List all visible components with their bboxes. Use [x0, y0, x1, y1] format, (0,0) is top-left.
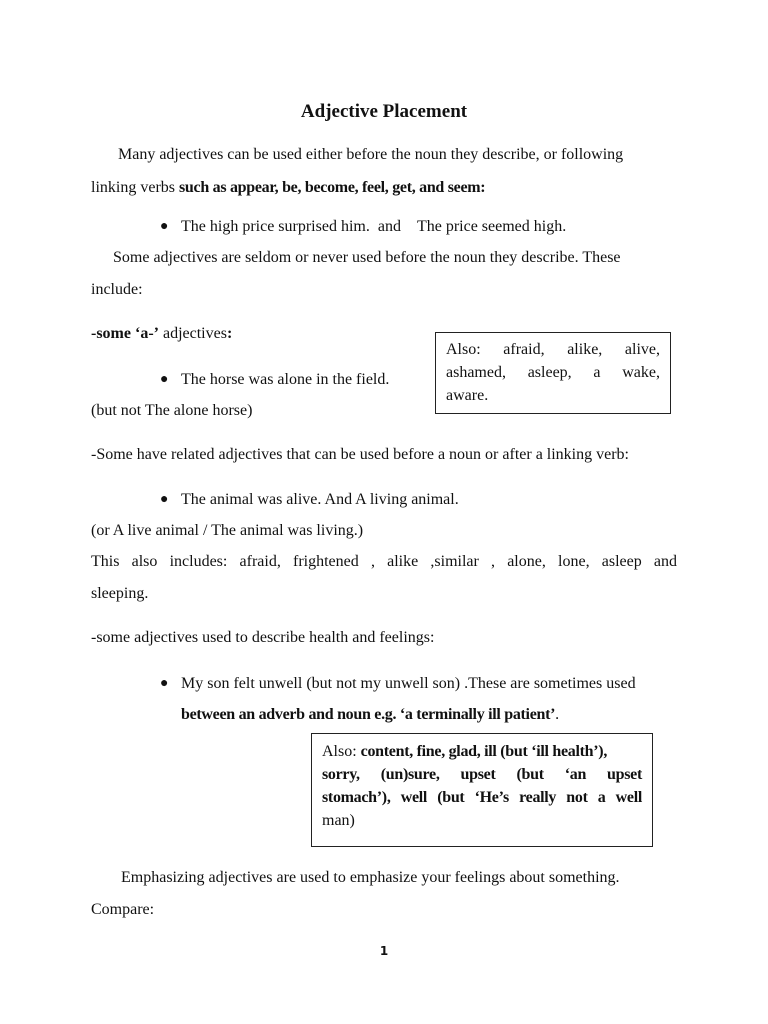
emphasizing-line-2: Compare:	[91, 901, 155, 918]
also-box-health-line-2: sorry, (un)sure, upset (but ‘an upset	[322, 766, 642, 783]
also-box-health-line-3: stomach’), well (but ‘He’s really not a well	[322, 789, 642, 806]
linking-verbs-list: such as appear, be, become, feel, get, and seem:	[179, 179, 486, 196]
intro-line-2	[91, 178, 485, 198]
related-includes-line-1: This also includes: afraid, frightened , alike ,similar , alone, lone, asleep and	[91, 553, 677, 570]
also-box-a-line-1: Also: afraid, alike, alive,	[446, 341, 660, 358]
also-box-a-adjectives	[435, 332, 671, 414]
health-example-line-2-bold: between an adverb and noun e.g. ‘a terminally ill patient’	[181, 706, 556, 723]
health-heading: -some adjectives used to describe health and feelings:	[91, 629, 435, 646]
health-example-line-2	[181, 705, 559, 725]
a-adjectives-suffix: adjectives	[158, 325, 227, 342]
bullet-icon: ●	[160, 372, 169, 387]
page-number: 1	[379, 944, 389, 958]
intro-line-2-text: linking verbs	[91, 179, 179, 196]
a-adjectives-prefix: -some	[91, 325, 135, 342]
bullet-icon: ●	[160, 219, 169, 234]
related-note: (or A live animal / The animal was living.)	[91, 522, 364, 539]
also-box-health	[311, 733, 653, 847]
health-example-line-1: My son felt unwell (but not my unwell son) .These are sometimes used	[181, 675, 636, 692]
seldom-line-1: Some adjectives are seldom or never used before the noun they describe. These	[113, 249, 621, 266]
bullet-icon: ●	[160, 492, 169, 507]
bullet-icon: ●	[160, 676, 169, 691]
health-example-line-2-end: .	[555, 706, 560, 723]
example-1	[181, 217, 566, 237]
also-box-a-line-2: ashamed, asleep, a wake,	[446, 364, 660, 381]
a-adjectives-term: ‘a-’	[134, 325, 159, 342]
example-1-joiner: and	[377, 218, 401, 235]
a-adjectives-note: (but not The alone horse)	[91, 402, 253, 419]
related-heading: -Some have related adjectives that can be used before a noun or after a linking verb:	[91, 446, 629, 463]
seldom-line-2: include:	[91, 281, 143, 298]
also-box-health-line-4: man)	[322, 812, 355, 829]
related-includes-line-2: sleeping.	[91, 585, 149, 602]
a-adjectives-example: The horse was alone in the field.	[181, 371, 390, 388]
also-box-health-line-1	[322, 742, 607, 762]
a-adjectives-heading	[91, 324, 232, 344]
example-1-sentence-a: The high price surprised him.	[181, 218, 370, 235]
also-box-health-prefix: Also:	[322, 743, 361, 760]
page-title: Adjective Placement	[300, 101, 468, 122]
related-example: The animal was alive. And A living animal.	[181, 491, 459, 508]
example-1-sentence-b: The price seemed high.	[416, 218, 567, 235]
emphasizing-line-1: Emphasizing adjectives are used to emphasize your feelings about something.	[121, 869, 620, 886]
also-box-health-line-1-text: content, fine, glad, ill (but ‘ill health’),	[360, 743, 608, 760]
a-adjectives-colon: :	[226, 325, 233, 342]
also-box-a-line-3: aware.	[446, 387, 489, 404]
intro-line-1: Many adjectives can be used either before the noun they describe, or following	[118, 146, 624, 163]
